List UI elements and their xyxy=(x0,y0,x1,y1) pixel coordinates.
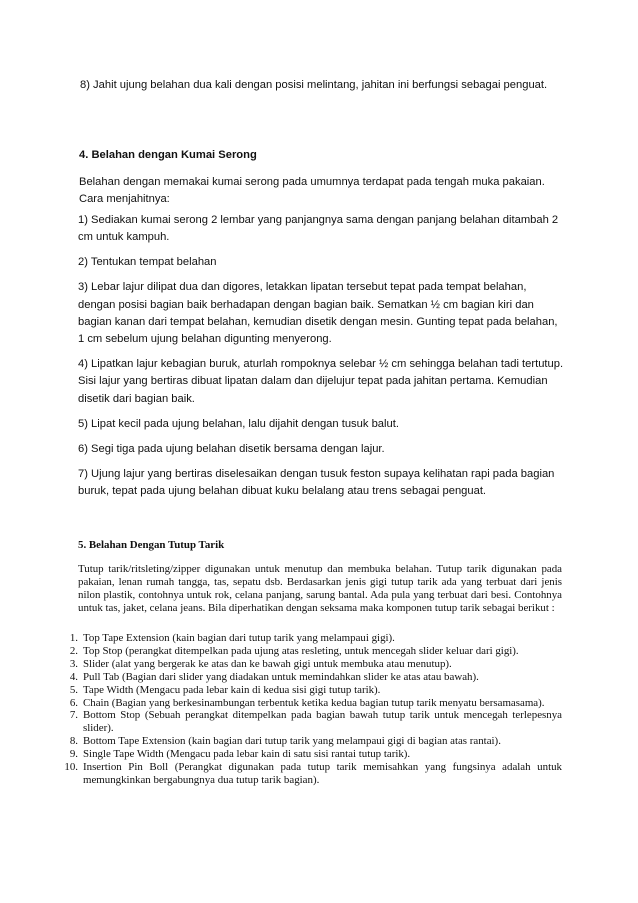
section-4-step: 2) Tentukan tempat belahan xyxy=(78,256,217,269)
section-5-intro: Tutup tarik/ritsleting/zipper digunakan untuk menutup dan membuka belahan. Tutup tarik digunakan pada pakaian, lenan rumah tangga, tas, sepatu dsb. Berdasarkan jenis gigi tutup tarik ada yang terbuat dari jenis nilon plastik, contohnya untuk rok, celana panjang, sarung bantal. Ada pula yang terbuat dari besi. Contohnya untuk tas, jaket, celana jeans. Bila diperhatikan dengan seksama maka komponen tutup tarik sebagai berikut : xyxy=(78,563,562,614)
section-4-step: 1) Sediakan kumai serong 2 lembar yang panjangnya sama dengan panjang belahan ditambah 2 cm untuk kampuh. xyxy=(78,214,559,244)
section-4-intro: Belahan dengan memakai kumai serong pada umumnya terdapat pada tengah muka pakaian. Cara menjahitnya: xyxy=(79,176,545,206)
section-4-steps xyxy=(78,212,564,508)
list-item xyxy=(38,645,562,658)
list-item xyxy=(38,709,562,735)
list-item xyxy=(38,748,562,761)
section-4-step: 3) Lebar lajur dilipat dua dan digores, letakkan lipatan tersebut tepat pada tempat belahan, dengan posisi bagian baik berhadapan dengan bagian baik. Sematkan ½ cm bagian kiri dan bagian kanan dari tempat belahan, kemudian disetik dengan mesin. Gunting tepat pada belahan, 1 cm sebelum ujung belahan digunting menyerong. xyxy=(78,281,558,346)
section-4-step: 7) Ujung lajur yang bertiras diselesaikan dengan tusuk feston supaya kelihatan rapi pada bagian buruk, tepat pada ujung belahan dibuat kuku belalang atau trens sebagai penguat. xyxy=(78,467,555,497)
list-text: Bottom Tape Extension (kain bagian dari tutup tarik yang melampaui gigi di bagian atas rantai). xyxy=(83,735,501,748)
list-number: 1. xyxy=(69,632,78,644)
section-4-step: 5) Lipat kecil pada ujung belahan, lalu dijahit dengan tusuk balut. xyxy=(78,417,399,430)
list-item xyxy=(38,671,562,684)
list-text: Top Tape Extension (kain bagian dari tutup tarik yang melampaui gigi). xyxy=(83,632,395,644)
list-number: 4. xyxy=(69,670,78,683)
list-number: 2. xyxy=(69,644,78,657)
list-text: Insertion Pin Boll (Perangkat digunakan pada tutup tarik memisahkan yang fungsinya adalah untuk memungkinkan bergabungnya dua tutup tarik bagian). xyxy=(83,761,562,786)
list-number: 3. xyxy=(69,657,78,670)
list-text: Slider (alat yang bergerak ke atas dan ke bawah gigi untuk membuka atau menutup). xyxy=(83,657,452,670)
list-number: 10. xyxy=(64,761,78,774)
list-item xyxy=(38,697,562,710)
list-item xyxy=(38,658,562,671)
list-text: Pull Tab (Bagian dari slider yang diadakan untuk memindahkan slider ke atas atau bawah). xyxy=(83,670,479,683)
list-item xyxy=(38,684,562,697)
section-5-heading: 5. Belahan Dengan Tutup Tarik xyxy=(78,539,225,551)
section-4-heading: 4. Belahan dengan Kumai Serong xyxy=(79,149,257,161)
section-4-step: 6) Segi tiga pada ujung belahan disetik bersama dengan lajur. xyxy=(78,442,385,455)
list-number: 6. xyxy=(69,696,78,709)
list-number: 5. xyxy=(69,683,78,696)
list-item xyxy=(38,735,562,748)
list-number: 8. xyxy=(69,735,78,748)
zipper-components-list xyxy=(38,632,562,787)
section-4-step: 4) Lipatkan lajur kebagian buruk, aturlah rompoknya selebar ½ cm sehingga belahan tadi tertutup. Sisi lajur yang bertiras dibuat lipatan dalam dan dijelujur tepat pada jahitan pertama. Kemudian disetik dari bagian baik. xyxy=(78,358,564,405)
list-text: Tape Width (Mengacu pada lebar kain di kedua sisi gigi tutup tarik). xyxy=(83,683,381,696)
list-text: Bottom Stop (Sebuah perangkat ditempelkan pada bagian bawah tutup tarik untuk mencegah terlepesnya slider). xyxy=(83,709,562,735)
list-text: Single Tape Width (Mengacu pada lebar kain di satu sisi rantai tutup tarik). xyxy=(83,748,411,761)
step-8-paragraph: 8) Jahit ujung belahan dua kali dengan posisi melintang, jahitan ini berfungsi sebagai penguat. xyxy=(80,79,548,91)
list-number: 7. xyxy=(69,709,78,722)
list-item xyxy=(38,761,562,787)
list-text: Chain (Bagian yang berkesinambungan terbentuk ketika kedua bagian tutup tarik menyatu bersamasama). xyxy=(83,696,545,709)
list-text: Top Stop (perangkat ditempelkan pada ujung atas resleting, untuk mencegah slider keluar dari gigi). xyxy=(83,644,519,657)
list-number: 9. xyxy=(69,748,78,761)
list-item xyxy=(38,632,562,645)
